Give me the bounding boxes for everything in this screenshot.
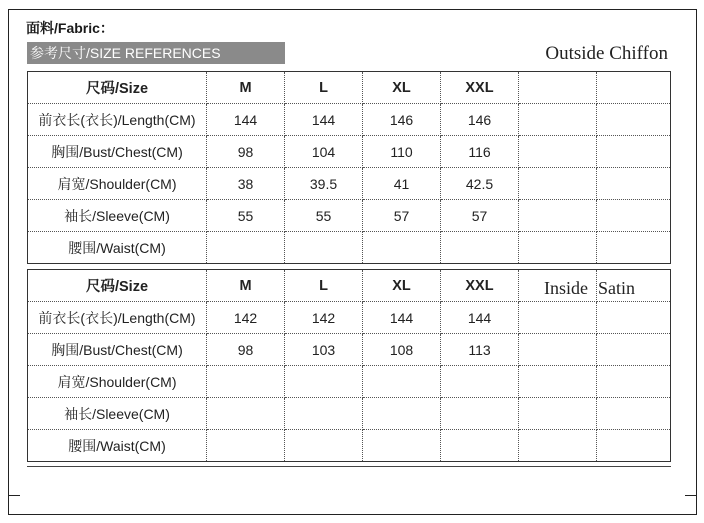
measurement-value [519, 200, 597, 232]
measurement-value [597, 200, 671, 232]
size-column-header: L [285, 270, 363, 302]
measurement-value [285, 366, 363, 398]
measurement-value: 103 [285, 334, 363, 366]
measurement-value: 144 [363, 302, 441, 334]
size-column-header: XL [363, 270, 441, 302]
measurement-value: 42.5 [441, 168, 519, 200]
measurement-value: 142 [285, 302, 363, 334]
measurement-label: 袖长/Sleeve(CM) [28, 398, 207, 430]
measurement-value [363, 232, 441, 264]
measurement-value [519, 104, 597, 136]
table-row [28, 430, 671, 462]
measurement-label: 前衣长(衣长)/Length(CM) [28, 302, 207, 334]
measurement-label: 肩宽/Shoulder(CM) [28, 366, 207, 398]
size-column-header: XXL [441, 270, 519, 302]
measurement-value [519, 232, 597, 264]
measurement-value: 57 [363, 200, 441, 232]
measurement-label: 腰围/Waist(CM) [28, 232, 207, 264]
measurement-value [207, 366, 285, 398]
measurement-value [519, 168, 597, 200]
measurement-value [597, 334, 671, 366]
outside-chiffon-label: Outside Chiffon [545, 43, 668, 64]
measurement-value: 98 [207, 136, 285, 168]
measurement-value [441, 366, 519, 398]
measurement-value [285, 232, 363, 264]
size-column-header: M [207, 72, 285, 104]
table-row [28, 104, 671, 136]
measurement-value [519, 430, 597, 462]
size-column-header: M [207, 270, 285, 302]
measurement-value [519, 334, 597, 366]
measurement-label: 胸围/Bust/Chest(CM) [28, 136, 207, 168]
measurement-value: 55 [207, 200, 285, 232]
measurement-value: 39.5 [285, 168, 363, 200]
satin-word: Satin [598, 278, 636, 298]
size-column-header: L [285, 72, 363, 104]
left-crop-mark [8, 495, 20, 496]
measurement-value: 110 [363, 136, 441, 168]
header-row [28, 72, 671, 104]
inside-word: Inside [544, 278, 588, 298]
table-row [28, 136, 671, 168]
right-crop-mark [685, 495, 697, 496]
measurement-value [441, 232, 519, 264]
measurement-value [441, 430, 519, 462]
measurement-value: 144 [207, 104, 285, 136]
measurement-value [519, 302, 597, 334]
size-header-cell: 尺码/Size [28, 270, 207, 302]
inside-satin-label [544, 278, 645, 299]
measurement-value: 98 [207, 334, 285, 366]
table-row [28, 232, 671, 264]
outside-size-table [27, 71, 671, 264]
measurement-value: 146 [441, 104, 519, 136]
measurement-value [207, 430, 285, 462]
table-row [28, 200, 671, 232]
measurement-value: 144 [441, 302, 519, 334]
table-row [28, 168, 671, 200]
size-column-header: XL [363, 72, 441, 104]
measurement-value: 113 [441, 334, 519, 366]
measurement-value: 38 [207, 168, 285, 200]
table-row [28, 302, 671, 334]
table-row [28, 398, 671, 430]
measurement-value [207, 232, 285, 264]
measurement-label: 腰围/Waist(CM) [28, 430, 207, 462]
measurement-value: 144 [285, 104, 363, 136]
measurement-value [363, 366, 441, 398]
bottom-rule [27, 466, 671, 467]
measurement-label: 前衣长(衣长)/Length(CM) [28, 104, 207, 136]
measurement-value: 104 [285, 136, 363, 168]
measurement-value [597, 136, 671, 168]
measurement-value [519, 398, 597, 430]
measurement-value [597, 104, 671, 136]
measurement-label: 肩宽/Shoulder(CM) [28, 168, 207, 200]
measurement-label: 胸围/Bust/Chest(CM) [28, 334, 207, 366]
size-column-header: XXL [441, 72, 519, 104]
measurement-value: 55 [285, 200, 363, 232]
size-header-cell: 尺码/Size [28, 72, 207, 104]
measurement-value [597, 232, 671, 264]
measurement-value [285, 430, 363, 462]
size-column-header [519, 72, 597, 104]
measurement-value: 142 [207, 302, 285, 334]
measurement-value: 57 [441, 200, 519, 232]
measurement-value [519, 136, 597, 168]
measurement-value [597, 430, 671, 462]
measurement-value [519, 366, 597, 398]
measurement-value [597, 302, 671, 334]
measurement-value [363, 430, 441, 462]
size-references-bar: 参考尺寸/SIZE REFERENCES [27, 42, 285, 64]
fabric-label: 面料/Fabric： [26, 20, 114, 36]
measurement-value: 108 [363, 334, 441, 366]
measurement-value: 116 [441, 136, 519, 168]
measurement-label: 袖长/Sleeve(CM) [28, 200, 207, 232]
table-row [28, 334, 671, 366]
measurement-value [597, 168, 671, 200]
measurement-value: 41 [363, 168, 441, 200]
table-row [28, 366, 671, 398]
measurement-value [285, 398, 363, 430]
measurement-value [441, 398, 519, 430]
measurement-value: 146 [363, 104, 441, 136]
measurement-value [363, 398, 441, 430]
measurement-value [597, 366, 671, 398]
measurement-value [597, 398, 671, 430]
measurement-value [207, 398, 285, 430]
size-column-header [597, 72, 671, 104]
